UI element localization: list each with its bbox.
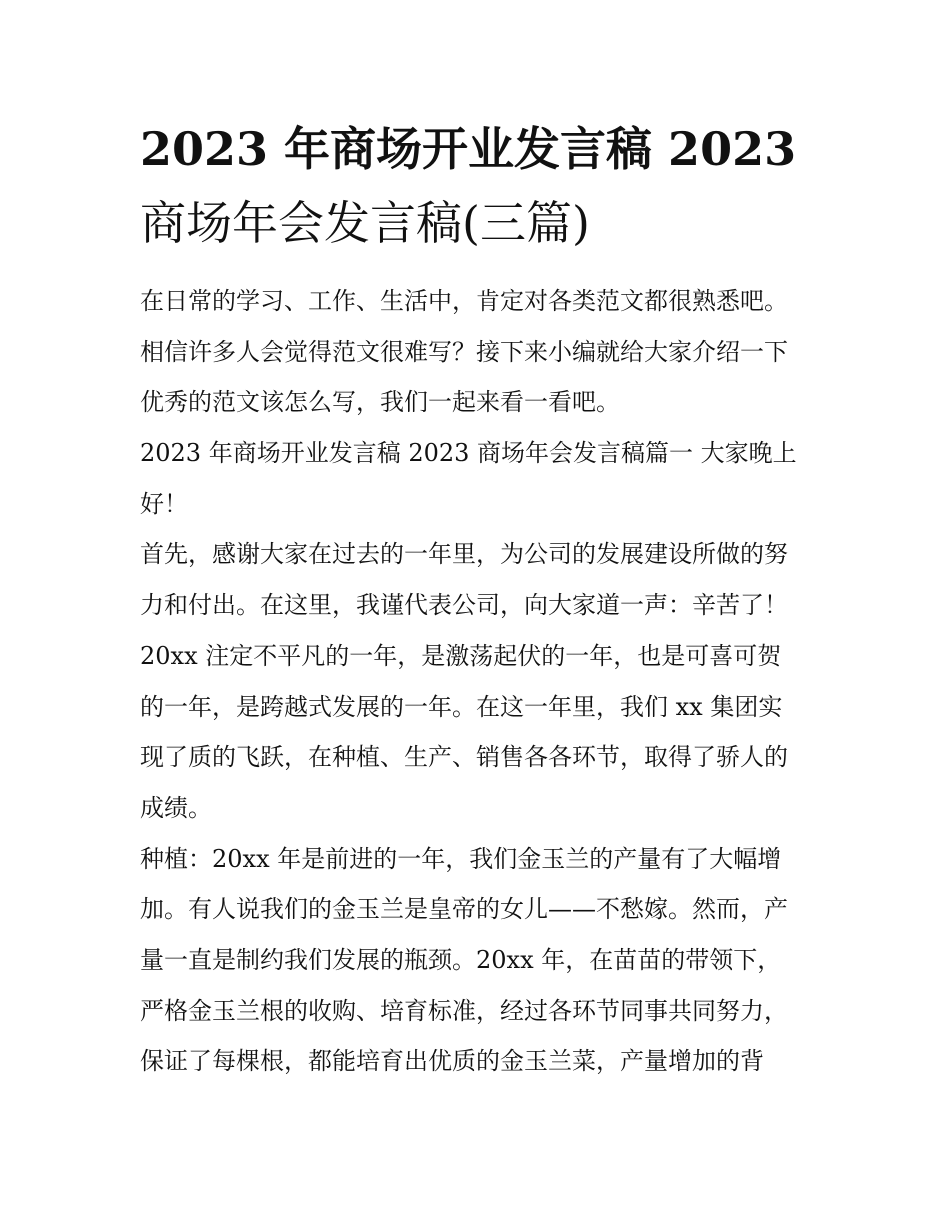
title-line: 2023 年商场开业发言稿 2023 [140,122,797,176]
body-text-line: 加。有人说我们的金玉兰是皇帝的女儿——不愁嫁。然而，产 [140,895,788,924]
body-text-line: 首先，感谢大家在过去的一年里，为公司的发展建设所做的努 [140,540,788,569]
body-text-line: 量一直是制约我们发展的瓶颈。20xx 年，在苗苗的带领下， [140,945,782,974]
body-text-line: 20xx 注定不平凡的一年，是激荡起伏的一年，也是可喜可贺 [140,641,782,670]
body-text-line: 在日常的学习、工作、生活中，肯定对各类范文都很熟悉吧。 [140,287,788,315]
body-text-line: 2023 年商场开业发言稿 2023 商场年会发言稿篇一 大家晚上 [140,439,797,468]
body-text-line: 相信许多人会觉得范文很难写？接下来小编就给大家介绍一下 [140,337,788,366]
title-line: 商场年会发言稿(三篇) [140,196,590,250]
body-text-line: 优秀的范文该怎么写，我们一起来看一看吧。 [140,388,620,417]
document-title [140,112,820,260]
body-text-line: 严格金玉兰根的收购、培育标准，经过各环节同事共同努力， [140,996,788,1025]
body-text-line: 的一年，是跨越式发展的一年。在这一年里，我们 xx 集团实 [140,692,783,721]
body-text-line: 种植：20xx 年是前进的一年，我们金玉兰的产量有了大幅增 [140,844,782,873]
body-text-line: 成绩。 [140,793,212,822]
body-text-line: 现了质的飞跃，在种植、生产、销售各各环节，取得了骄人的 [140,743,788,772]
body-text-line: 保证了每棵根，都能培育出优质的金玉兰菜，产量增加的背 [140,1047,764,1076]
document-body [140,276,830,1087]
body-text-line: 力和付出。在这里，我谨代表公司，向大家道一声：辛苦了！ [140,591,788,620]
body-text-line: 好！ [140,489,188,518]
